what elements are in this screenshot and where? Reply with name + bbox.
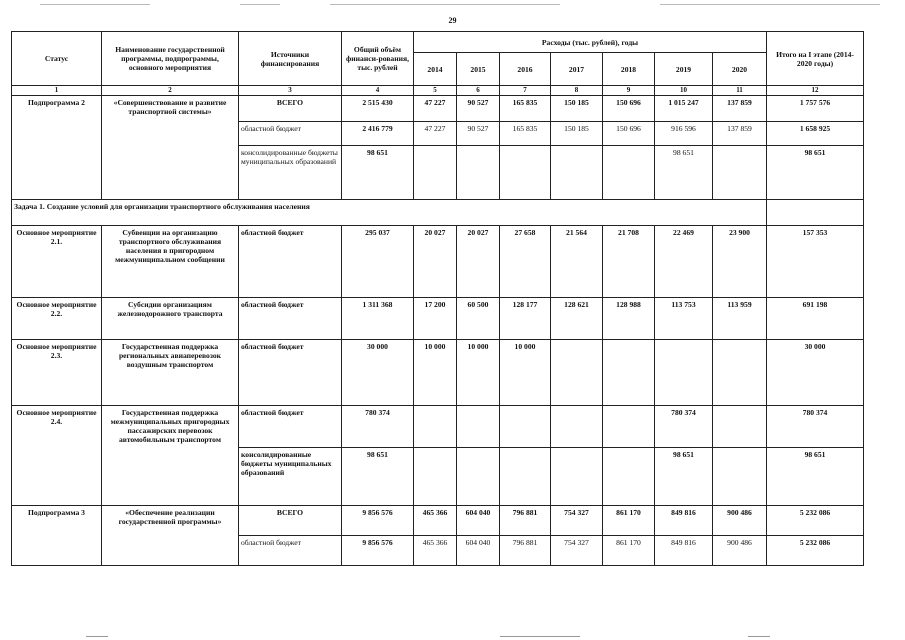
row-year-value	[713, 146, 767, 200]
row-year-value: 10 000	[414, 340, 457, 406]
row-year-value: 465 366	[414, 536, 457, 566]
row-name: «Обеспечение реализации государственной программы»	[102, 506, 239, 566]
row-name: Субсидии организациям железнодорожного транспорта	[102, 298, 239, 340]
row-source: областной бюджет	[239, 406, 342, 448]
page-number: 29	[448, 16, 457, 25]
row-status: Основное мероприятие 2.1.	[12, 226, 102, 298]
scan-artifact-line	[86, 636, 108, 637]
row-year-value	[457, 406, 500, 448]
scan-artifact-line	[500, 636, 580, 637]
row-year-value	[655, 340, 713, 406]
row-year-value: 754 327	[551, 536, 603, 566]
row-year-value	[457, 146, 500, 200]
row-year-value: 98 651	[655, 146, 713, 200]
row-total: 2 515 430	[342, 96, 414, 122]
row-year-value	[551, 448, 603, 506]
row-total: 2 416 779	[342, 122, 414, 146]
header-name: Наименование государственной программы, подпрограммы, основного мероприятия	[102, 32, 239, 86]
year-header: 2020	[713, 53, 767, 86]
row-year-value	[551, 146, 603, 200]
row-source: консолидированные бюджеты муниципальных образований	[239, 448, 342, 506]
scan-artifact-line	[748, 636, 770, 637]
header-total-volume: Общий объём финанси-рования, тыс. рублей	[342, 32, 414, 86]
column-number: 3	[239, 86, 342, 96]
row-year-value: 1 015 247	[655, 96, 713, 122]
header-status: Статус	[12, 32, 102, 86]
row-name: Государственная поддержка межмуниципальных пригородных пассажирских перевозок автомобильным транспортом	[102, 406, 239, 506]
row-source: областной бюджет	[239, 226, 342, 298]
row-year-value: 796 881	[500, 536, 551, 566]
row-year-value: 27 658	[500, 226, 551, 298]
column-number: 2	[102, 86, 239, 96]
row-year-value: 98 651	[655, 448, 713, 506]
row-year-value: 60 500	[457, 298, 500, 340]
row-year-value: 165 835	[500, 122, 551, 146]
row-year-value	[414, 146, 457, 200]
task-row	[12, 200, 864, 226]
row-total: 30 000	[342, 340, 414, 406]
row-year-value: 861 170	[603, 536, 655, 566]
row-year-value: 861 170	[603, 506, 655, 536]
row-stage-total: 691 198	[767, 298, 864, 340]
row-year-value: 22 469	[655, 226, 713, 298]
table-row	[12, 340, 864, 406]
row-year-value: 900 486	[713, 506, 767, 536]
row-year-value	[500, 406, 551, 448]
row-total: 98 651	[342, 146, 414, 200]
scan-artifact-line	[240, 4, 280, 5]
header-expenses: Расходы (тыс. рублей), годы	[414, 32, 767, 53]
row-year-value	[500, 448, 551, 506]
row-year-value: 47 227	[414, 96, 457, 122]
year-header: 2015	[457, 53, 500, 86]
column-number: 11	[713, 86, 767, 96]
year-header: 2016	[500, 53, 551, 86]
row-year-value: 21 708	[603, 226, 655, 298]
row-year-value: 604 040	[457, 506, 500, 536]
scan-artifact-line	[40, 4, 150, 5]
table-row	[12, 226, 864, 298]
row-source: областной бюджет	[239, 122, 342, 146]
scan-artifact-line	[330, 4, 560, 5]
table-row	[12, 506, 864, 536]
row-stage-total: 98 651	[767, 448, 864, 506]
header-stage-total: Итого на I этапе (2014-2020 годы)	[767, 32, 864, 86]
row-stage-total: 98 651	[767, 146, 864, 200]
column-number: 1	[12, 86, 102, 96]
year-header: 2019	[655, 53, 713, 86]
row-year-value	[414, 406, 457, 448]
row-year-value: 796 881	[500, 506, 551, 536]
row-status: Подпрограмма 2	[12, 96, 102, 200]
row-year-value: 113 753	[655, 298, 713, 340]
column-number: 12	[767, 86, 864, 96]
row-year-value: 20 027	[414, 226, 457, 298]
row-year-value: 10 000	[500, 340, 551, 406]
row-year-value: 128 621	[551, 298, 603, 340]
row-stage-total: 157 353	[767, 226, 864, 298]
budget-table	[11, 31, 864, 566]
row-total: 9 856 576	[342, 536, 414, 566]
row-name: «Совершенствование и развитие транспортной системы»	[102, 96, 239, 200]
row-year-value	[713, 340, 767, 406]
column-number-row	[12, 86, 864, 96]
year-header: 2014	[414, 53, 457, 86]
row-status: Основное мероприятие 2.2.	[12, 298, 102, 340]
row-year-value	[603, 340, 655, 406]
row-stage-total: 5 232 086	[767, 536, 864, 566]
table-row	[12, 298, 864, 340]
row-year-value	[603, 448, 655, 506]
row-year-value: 900 486	[713, 536, 767, 566]
scan-artifact-line	[660, 4, 880, 5]
row-stage-total: 30 000	[767, 340, 864, 406]
row-year-value: 150 696	[603, 122, 655, 146]
row-source: областной бюджет	[239, 298, 342, 340]
row-year-value: 10 000	[457, 340, 500, 406]
row-year-value: 47 227	[414, 122, 457, 146]
row-year-value: 23 900	[713, 226, 767, 298]
row-year-value: 604 040	[457, 536, 500, 566]
row-year-value	[713, 406, 767, 448]
header-row	[12, 32, 864, 53]
row-stage-total: 1 757 576	[767, 96, 864, 122]
row-year-value	[414, 448, 457, 506]
column-number: 6	[457, 86, 500, 96]
row-year-value: 21 564	[551, 226, 603, 298]
row-year-value: 849 816	[655, 506, 713, 536]
row-source: ВСЕГО	[239, 96, 342, 122]
row-year-value: 754 327	[551, 506, 603, 536]
row-total: 9 856 576	[342, 506, 414, 536]
column-number: 8	[551, 86, 603, 96]
column-number: 9	[603, 86, 655, 96]
column-number: 4	[342, 86, 414, 96]
row-year-value: 128 177	[500, 298, 551, 340]
column-number: 5	[414, 86, 457, 96]
row-stage-total: 780 374	[767, 406, 864, 448]
row-year-value: 137 859	[713, 122, 767, 146]
year-header: 2018	[603, 53, 655, 86]
row-total: 295 037	[342, 226, 414, 298]
row-year-value: 916 596	[655, 122, 713, 146]
year-header: 2017	[551, 53, 603, 86]
row-year-value: 17 200	[414, 298, 457, 340]
row-status: Подпрограмма 3	[12, 506, 102, 566]
row-year-value: 137 859	[713, 96, 767, 122]
row-stage-total: 1 658 925	[767, 122, 864, 146]
row-year-value: 150 696	[603, 96, 655, 122]
row-year-value: 90 527	[457, 96, 500, 122]
row-name: Государственная поддержка региональных авиаперевозок воздушным транспортом	[102, 340, 239, 406]
table-row	[12, 96, 864, 122]
row-source: консолидированные бюджеты муниципальных образований	[239, 146, 342, 200]
row-year-value	[603, 146, 655, 200]
row-source: областной бюджет	[239, 536, 342, 566]
row-year-value: 849 816	[655, 536, 713, 566]
row-year-value: 128 988	[603, 298, 655, 340]
row-year-value: 113 959	[713, 298, 767, 340]
table-row	[12, 406, 864, 448]
task-title: Задача 1. Создание условий для организации транспортного обслуживания населения	[12, 200, 767, 226]
row-total: 1 311 368	[342, 298, 414, 340]
row-year-value: 20 027	[457, 226, 500, 298]
row-source: областной бюджет	[239, 340, 342, 406]
row-year-value: 165 835	[500, 96, 551, 122]
row-year-value: 90 527	[457, 122, 500, 146]
row-year-value: 465 366	[414, 506, 457, 536]
row-source: ВСЕГО	[239, 506, 342, 536]
row-year-value	[713, 448, 767, 506]
row-status: Основное мероприятие 2.4.	[12, 406, 102, 506]
row-year-value	[500, 146, 551, 200]
row-stage-total: 5 232 086	[767, 506, 864, 536]
row-total: 780 374	[342, 406, 414, 448]
row-year-value	[551, 340, 603, 406]
row-year-value	[551, 406, 603, 448]
column-number: 10	[655, 86, 713, 96]
row-year-value: 780 374	[655, 406, 713, 448]
row-year-value: 150 185	[551, 122, 603, 146]
row-year-value	[603, 406, 655, 448]
task-empty-cell	[767, 200, 864, 226]
row-name: Субвенции на организацию транспортного обслуживания населения в пригородном межмуниципальном сообщении	[102, 226, 239, 298]
row-year-value	[457, 448, 500, 506]
column-number: 7	[500, 86, 551, 96]
row-total: 98 651	[342, 448, 414, 506]
row-status: Основное мероприятие 2.3.	[12, 340, 102, 406]
header-sources: Источники финансирования	[239, 32, 342, 86]
row-year-value: 150 185	[551, 96, 603, 122]
